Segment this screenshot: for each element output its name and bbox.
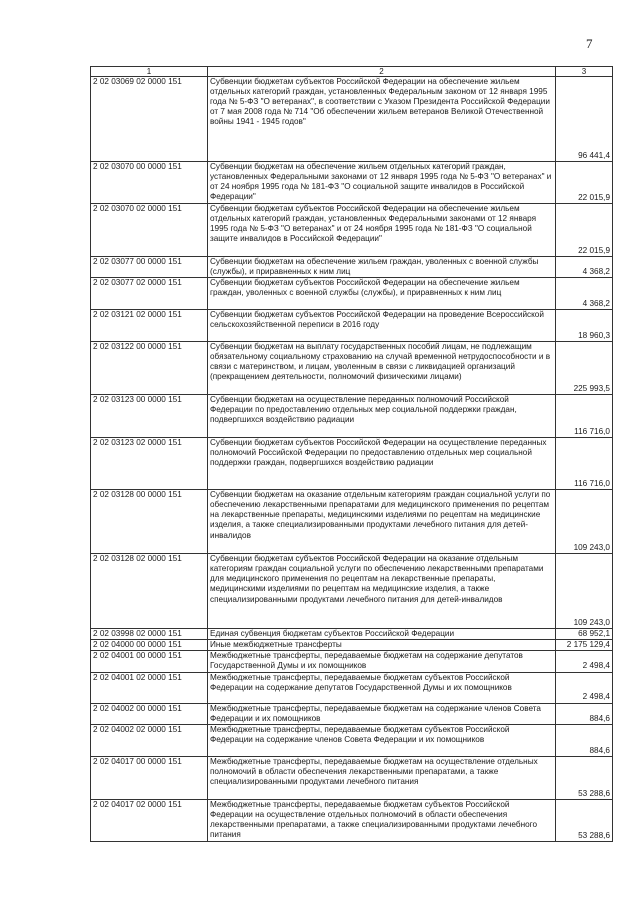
budget-code-cell: 2 02 04002 02 0000 151 bbox=[91, 724, 208, 756]
budget-code-cell: 2 02 04017 02 0000 151 bbox=[91, 799, 208, 841]
amount-cell: 884,6 bbox=[556, 703, 613, 724]
description-cell: Субвенции бюджетам субъектов Российской Федерации на обеспечение жильем граждан, уволенных с военной службы (службы), и приравненных к ним лиц bbox=[208, 278, 556, 310]
description-cell: Межбюджетные трансферты, передаваемые бюджетам на осуществление отдельных полномочий в области обеспечения лекарственными препаратами, а также специализированными продуктами лечебного питания bbox=[208, 756, 556, 799]
table-row bbox=[91, 257, 613, 278]
description-cell: Межбюджетные трансферты, передаваемые бюджетам субъектов Российской Федерации на содержание депутатов Государственной Думы и их помощников bbox=[208, 672, 556, 703]
amount-cell: 109 243,0 bbox=[556, 490, 613, 554]
budget-code-cell: 2 02 03069 02 0000 151 bbox=[91, 77, 208, 162]
amount-cell: 22 015,9 bbox=[556, 204, 613, 257]
amount-cell: 2 498,4 bbox=[556, 672, 613, 703]
amount-cell: 109 243,0 bbox=[556, 554, 613, 629]
table-header-row bbox=[91, 67, 613, 77]
budget-code-cell: 2 02 04017 00 0000 151 bbox=[91, 756, 208, 799]
description-cell: Субвенции бюджетам на выплату государственных пособий лицам, не подлежащим обязательному социальному страхованию на случай временной нетрудоспособности и в связи с материнством, и лицам, уволенным в связи с ликвидацией организаций (прекращением деятельности, полномочий физическими лицами) bbox=[208, 342, 556, 395]
description-cell: Субвенции бюджетам субъектов Российской Федерации на обеспечение жильем отдельных категорий граждан, установленных Федеральными законами от 12 января 1995 года № 5-ФЗ "О ветеранах" и от 24 ноября 1995 года № 181-ФЗ "О социальной защите инвалидов в Российской Федерации" bbox=[208, 204, 556, 257]
amount-cell: 225 993,5 bbox=[556, 342, 613, 395]
description-cell: Межбюджетные трансферты, передаваемые бюджетам субъектов Российской Федерации на осуществление отдельных полномочий в области обеспечения лекарственными препаратами, а также специализированными продуктами лечебного питания bbox=[208, 799, 556, 841]
table-row bbox=[91, 490, 613, 554]
amount-cell: 4 368,2 bbox=[556, 257, 613, 278]
table-row bbox=[91, 651, 613, 672]
budget-code-cell: 2 02 03070 00 0000 151 bbox=[91, 162, 208, 204]
table-row bbox=[91, 703, 613, 724]
description-cell: Субвенции бюджетам субъектов Российской Федерации на оказание отдельным категориям граждан социальной услуги по обеспечению лекарственными препаратами для медицинского применения по рецептам на лекарственные препараты, медицинскими изделиями по рецептам на медицинские изделия, а также специализированными продуктами лечебного питания для детей-инвалидов bbox=[208, 554, 556, 629]
table-row bbox=[91, 554, 613, 629]
table-row bbox=[91, 756, 613, 799]
table-row bbox=[91, 672, 613, 703]
column-header-name: 2 bbox=[208, 67, 556, 77]
budget-code-cell: 2 02 03077 00 0000 151 bbox=[91, 257, 208, 278]
table-row bbox=[91, 724, 613, 756]
amount-cell: 53 288,6 bbox=[556, 799, 613, 841]
page-number: 7 bbox=[586, 36, 593, 51]
description-cell: Межбюджетные трансферты, передаваемые бюджетам субъектов Российской Федерации на содержание членов Совета Федерации и их помощников bbox=[208, 724, 556, 756]
amount-cell: 2 498,4 bbox=[556, 651, 613, 672]
amount-cell: 68 952,1 bbox=[556, 629, 613, 640]
amount-cell: 53 288,6 bbox=[556, 756, 613, 799]
amount-cell: 18 960,3 bbox=[556, 310, 613, 342]
description-cell: Субвенции бюджетам на обеспечение жильем отдельных категорий граждан, установленных Федеральными законами от 12 января 1995 года № 5-ФЗ "О ветеранах" и от 24 ноября 1995 года № 181-ФЗ "О социальной защите инвалидов в Российской Федерации" bbox=[208, 162, 556, 204]
budget-code-cell: 2 02 03070 02 0000 151 bbox=[91, 204, 208, 257]
table-row bbox=[91, 204, 613, 257]
description-cell: Межбюджетные трансферты, передаваемые бюджетам на содержание членов Совета Федерации и их помощников bbox=[208, 703, 556, 724]
budget-code-cell: 2 02 03123 02 0000 151 bbox=[91, 438, 208, 490]
amount-cell: 116 716,0 bbox=[556, 395, 613, 438]
description-cell: Межбюджетные трансферты, передаваемые бюджетам на содержание депутатов Государственной Думы и их помощников bbox=[208, 651, 556, 672]
table-row bbox=[91, 342, 613, 395]
amount-cell: 116 716,0 bbox=[556, 438, 613, 490]
budget-code-cell: 2 02 04001 00 0000 151 bbox=[91, 651, 208, 672]
description-cell: Единая субвенция бюджетам субъектов Российской Федерации bbox=[208, 629, 556, 640]
table-row bbox=[91, 278, 613, 310]
amount-cell: 2 175 129,4 bbox=[556, 640, 613, 651]
budget-code-cell: 2 02 03122 00 0000 151 bbox=[91, 342, 208, 395]
description-cell: Субвенции бюджетам на обеспечение жильем граждан, уволенных с военной службы (службы), и приравненных к ним лиц bbox=[208, 257, 556, 278]
table-row bbox=[91, 395, 613, 438]
amount-cell: 22 015,9 bbox=[556, 162, 613, 204]
budget-code-cell: 2 02 03123 00 0000 151 bbox=[91, 395, 208, 438]
description-cell: Иные межбюджетные трансферты bbox=[208, 640, 556, 651]
table-row bbox=[91, 629, 613, 640]
amount-cell: 4 368,2 bbox=[556, 278, 613, 310]
table-row bbox=[91, 799, 613, 841]
amount-cell: 96 441,4 bbox=[556, 77, 613, 162]
column-header-code: 1 bbox=[91, 67, 208, 77]
description-cell: Субвенции бюджетам субъектов Российской Федерации на обеспечение жильем отдельных категорий граждан, установленных Федеральным законом от 12 января 1995 года № 5-ФЗ "О ветеранах", в соответствии с Указом Президента Российской Федерации от 7 мая 2008 года № 714 "Об обеспечении жильем ветеранов Великой Отечественной войны 1941 - 1945 годов" bbox=[208, 77, 556, 162]
description-cell: Субвенции бюджетам на осуществление переданных полномочий Российской Федерации по предоставлению отдельных мер социальной поддержки граждан, подвергшихся воздействию радиации bbox=[208, 395, 556, 438]
budget-code-cell: 2 02 03128 02 0000 151 bbox=[91, 554, 208, 629]
table-row bbox=[91, 640, 613, 651]
budget-code-cell: 2 02 03998 02 0000 151 bbox=[91, 629, 208, 640]
budget-table bbox=[90, 66, 613, 842]
budget-code-cell: 2 02 03121 02 0000 151 bbox=[91, 310, 208, 342]
budget-code-cell: 2 02 04001 02 0000 151 bbox=[91, 672, 208, 703]
amount-cell: 884,6 bbox=[556, 724, 613, 756]
table-row bbox=[91, 162, 613, 204]
description-cell: Субвенции бюджетам субъектов Российской Федерации на проведение Всероссийской сельскохозяйственной переписи в 2016 году bbox=[208, 310, 556, 342]
table-row bbox=[91, 310, 613, 342]
table-row bbox=[91, 77, 613, 162]
budget-code-cell: 2 02 03128 00 0000 151 bbox=[91, 490, 208, 554]
description-cell: Субвенции бюджетам на оказание отдельным категориям граждан социальной услуги по обеспечению лекарственными препаратами для медицинского применения по рецептам на лекарственные препараты, медицинскими изделиями по рецептам на медицинские изделия, а также специализированными продуктами лечебного питания для детей-инвалидов bbox=[208, 490, 556, 554]
description-cell: Субвенции бюджетам субъектов Российской Федерации на осуществление переданных полномочий Российской Федерации по предоставлению отдельных мер социальной поддержки граждан, подвергшихся воздействию радиации bbox=[208, 438, 556, 490]
table-row bbox=[91, 438, 613, 490]
budget-code-cell: 2 02 04002 00 0000 151 bbox=[91, 703, 208, 724]
column-header-amount: 3 bbox=[556, 67, 613, 77]
budget-code-cell: 2 02 04000 00 0000 151 bbox=[91, 640, 208, 651]
budget-code-cell: 2 02 03077 02 0000 151 bbox=[91, 278, 208, 310]
